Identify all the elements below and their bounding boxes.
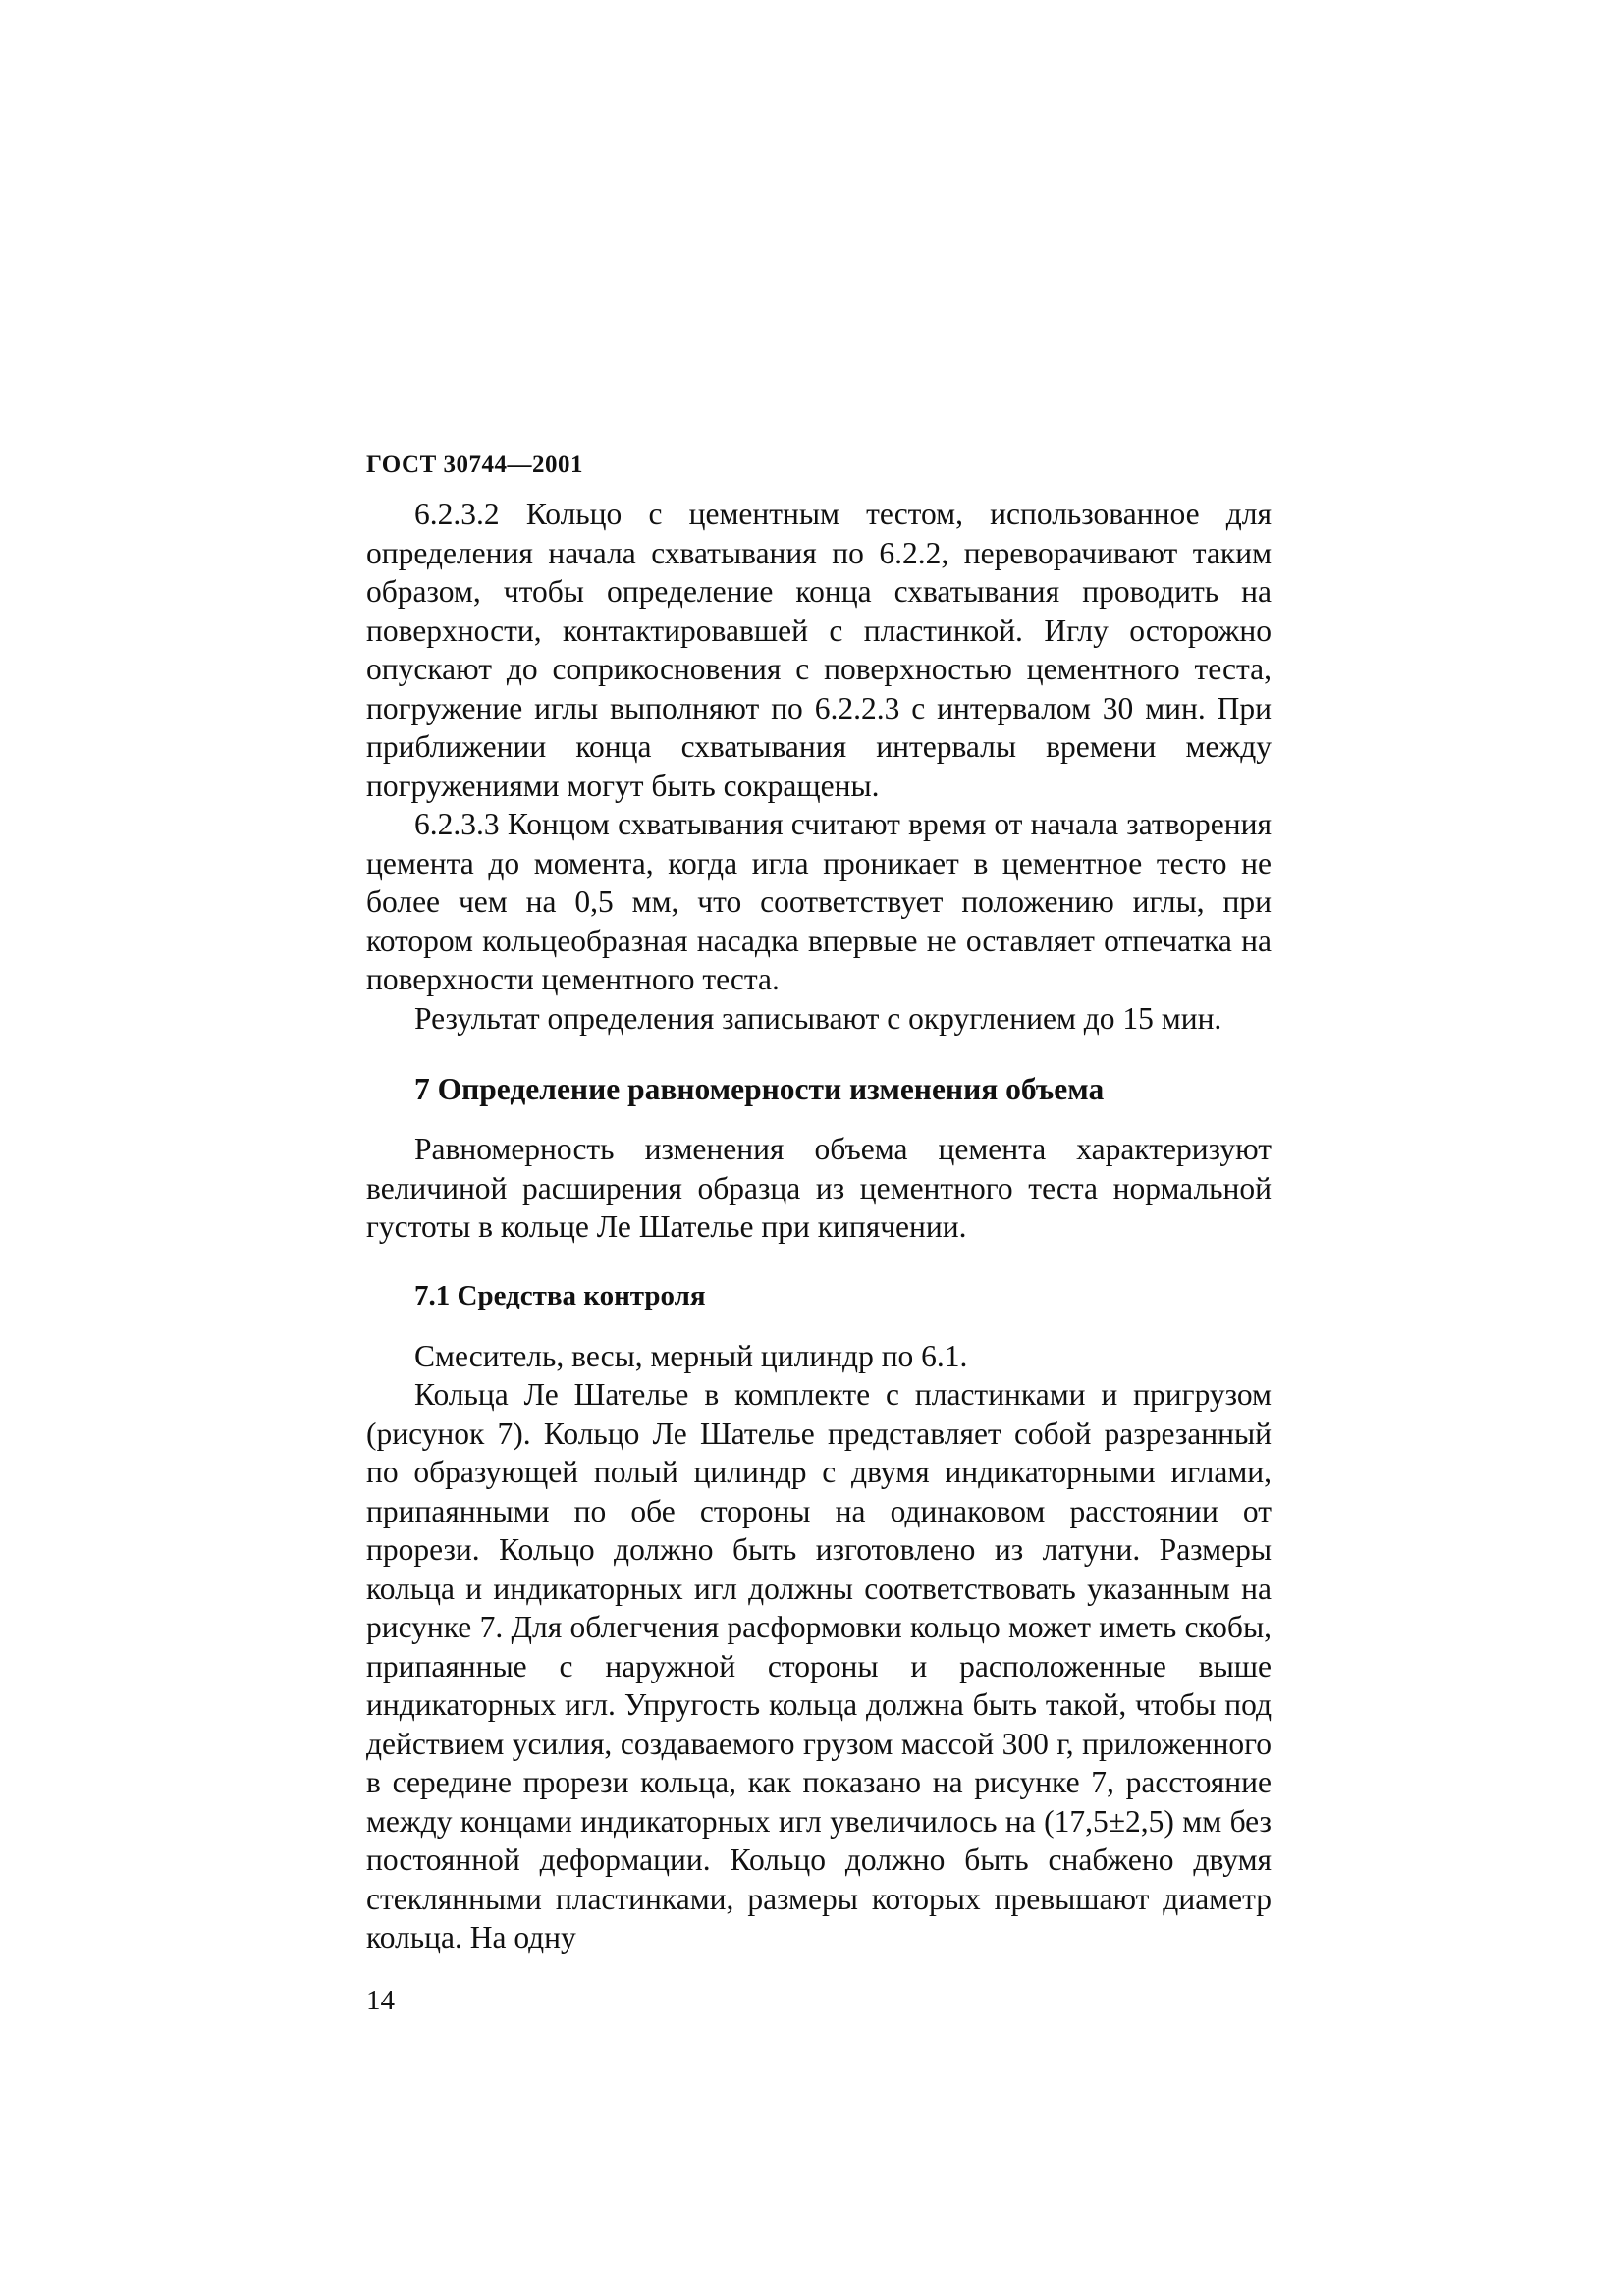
- section-7-1-paragraph-2: Кольца Ле Шателье в комплекте с пластинками и пригрузом (рисунок 7). Кольцо Ле Шателье представляет собой разрезанный по образующей полый цилиндр с двумя индикаторными иглами, припаянными по обе стороны на одинаковом расстоянии от прорези. Кольцо должно быть изготовлено из латуни. Размеры кольца и индикаторных игл должны соответствовать указанным на рисунке 7. Для облегчения расформовки кольцо может иметь скобы, припаянные с наружной стороны и расположенные выше индикаторных игл. Упругость кольца должна быть такой, чтобы под действием усилия, создаваемого грузом массой 300 г, приложенного в середине прорези кольца, как показано на рисунке 7, расстояние между концами индикаторных игл увеличилось на (17,5±2,5) мм без постоянной деформации. Кольцо должно быть снабжено двумя стеклянными пластинками, размеры которых превышают диаметр кольца. На одну: [366, 1377, 1272, 1954]
- section-7-heading: 7 Определение равномерности изменения объема: [414, 1072, 1105, 1106]
- paragraph-6-2-3-3: 6.2.3.3 Концом схватывания считают время от начала затворения цемента до момента, когда игла проникает в цементное тесто не более чем на 0,5 мм, что соответствует положению иглы, при котором кольцеобразная насадка впервые не оставляет отпечатка на поверхности цементного теста.: [366, 807, 1272, 996]
- paragraph-6-2-3-2: 6.2.3.2 Кольцо с цементным тестом, использованное для определения начала схватывания по 6.2.2, переворачивают таким образом, чтобы определение конца схватывания проводить на поверхности, контактировавшей с пластинкой. Иглу осторожно опускают до соприкосновения с поверхностью цементного теста, погружение иглы выполняют по 6.2.2.3 с интервалом 30 мин. При приближении конца схватывания интервалы времени между погружениями могут быть сокращены.: [366, 497, 1272, 803]
- section-7-1-paragraph-1: Смеситель, весы, мерный цилиндр по 6.1.: [414, 1338, 968, 1373]
- document-page: [366, 452, 1272, 2017]
- page-number: 14: [366, 1984, 395, 2016]
- paragraph-result: Результат определения записывают с округлением до 15 мин.: [414, 1000, 1222, 1036]
- section-7-paragraph: Равномерность изменения объема цемента характеризуют величиной расширения образца из цементного теста нормальной густоты в кольце Ле Шателье при кипячении.: [366, 1132, 1272, 1244]
- document-code: ГОСТ 30744—2001: [366, 452, 584, 478]
- section-7-1-heading: 7.1 Средства контроля: [414, 1279, 706, 1311]
